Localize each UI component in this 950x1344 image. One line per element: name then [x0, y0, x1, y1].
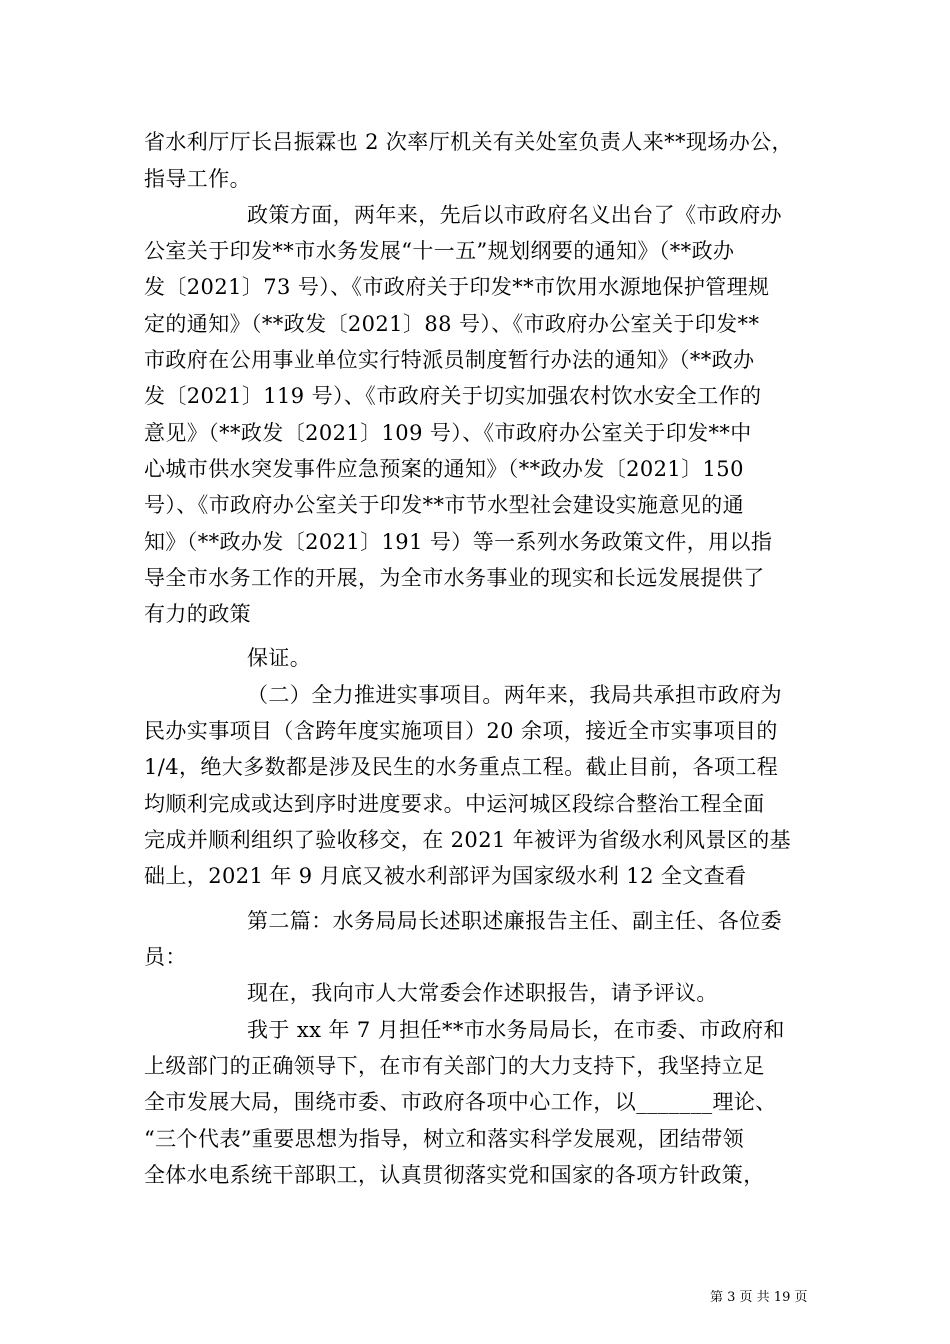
- text-line: 公室关于印发**市水务发展“十一五”规划纲要的通知》（**政办: [144, 239, 735, 263]
- text-line: 完成并顺利组织了验收移交，在 2021 年被评为省级水利风景区的基: [144, 828, 791, 852]
- text-line: 全体水电系统干部职工，认真贯彻落实党和国家的各项方针政策，: [144, 1163, 765, 1187]
- paragraph-first-line: 政策方面，两年来，先后以市政府名义出台了《市政府办: [247, 203, 782, 227]
- text-line: 心城市供水突发事件应急预案的通知》（**政办发〔2021〕150: [144, 457, 744, 481]
- text-line: 定的通知》（**政发〔2021〕88 号）、《市政府办公室关于印发**: [144, 312, 760, 336]
- text-line: 发〔2021〕73 号）、《市政府关于印发**市饮用水源地保护管理规: [144, 275, 770, 299]
- text-line: 知》（**政办发〔2021〕191 号）等一系列水务政策文件，用以指: [144, 530, 773, 554]
- section-heading-line: （二）全力推进实事项目。两年来，我局共承担市政府为: [247, 683, 782, 707]
- chapter-title-line: 第二篇：水务局局长述职述廉报告主任、副主任、各位委: [247, 909, 782, 933]
- text-line: 上级部门的正确领导下，在市有关部门的大力支持下，我坚持立足: [144, 1054, 765, 1078]
- text-line: “三个代表”重要思想为指导，树立和落实科学发展观，团结带领: [144, 1127, 745, 1151]
- text-line: 础上，2021 年 9 月底又被水利部评为国家级水利 12 全文查看: [144, 864, 747, 888]
- paragraph-first-line: 我于 xx 年 7 月担任**市水务局局长，在市委、市政府和: [247, 1018, 785, 1042]
- text-line: 1/4，绝大多数都是涉及民生的水务重点工程。截止目前，各项工程: [144, 755, 779, 779]
- text-line: 指导工作。: [144, 167, 251, 191]
- text-line: 市政府在公用事业单位实行特派员制度暂行办法的通知》（**政办: [144, 348, 755, 372]
- text-line: 导全市水务工作的开展，为全市水务事业的现实和长远发展提供了: [144, 566, 765, 590]
- text-line: 号）、《市政府办公室关于印发**市节水型社会建设实施意见的通: [144, 493, 744, 517]
- text-line: 民办实事项目（含跨年度实施项目）20 余项，接近全市实事项目的: [144, 719, 778, 743]
- text-line: 均顺利完成或达到序时进度要求。中运河城区段综合整治工程全面: [144, 792, 765, 816]
- text-line: 发〔2021〕119 号）、《市政府关于切实加强农村饮水安全工作的: [144, 384, 762, 408]
- text-line: 意见》（**政发〔2021〕109 号）、《市政府办公室关于印发**中: [144, 421, 752, 445]
- text-line: 有力的政策: [144, 602, 251, 626]
- text-line: 全市发展大局，围绕市委、市政府各项中心工作，以_______理论、: [144, 1090, 777, 1114]
- text-line: 员：: [144, 945, 187, 969]
- text-line: 省水利厅厅长吕振霖也 2 次率厅机关有关处室负责人来**现场办公，: [144, 130, 793, 154]
- page-number: 第 3 页 共 19 页: [710, 1290, 808, 1305]
- text-line: 保证。: [247, 646, 312, 670]
- paragraph-first-line: 现在，我向市人大常委会作述职报告，请予评议。: [247, 981, 718, 1005]
